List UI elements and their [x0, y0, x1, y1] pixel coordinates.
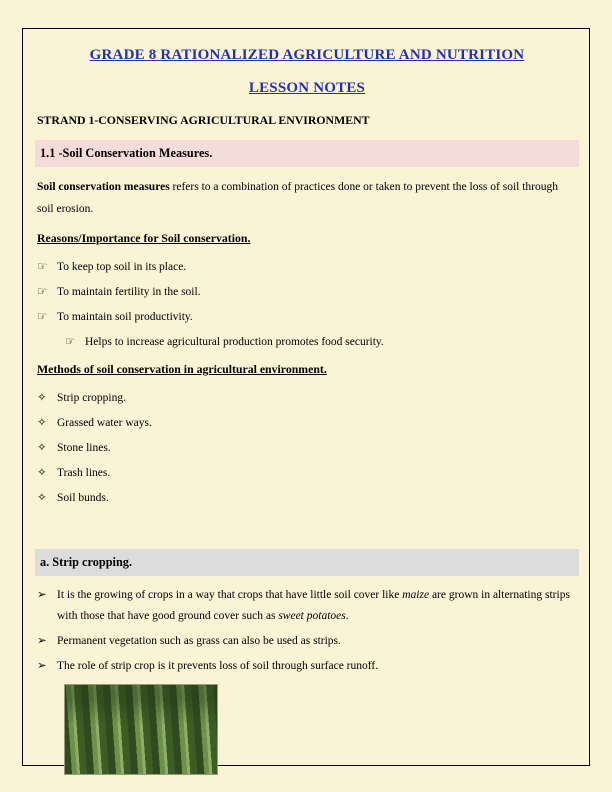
strip-point-text: The role of strip crop is it prevents loss of soil through surface runoff.	[57, 660, 379, 672]
strip-point-italic: sweet potatoes	[278, 610, 346, 622]
reason-sub-item-text: Helps to increase agricultural production promotes food security.	[85, 336, 384, 348]
diamond-bullet-icon: ✧	[37, 467, 47, 479]
diamond-bullet-icon: ✧	[37, 492, 47, 504]
pointing-hand-icon: ☞	[37, 286, 48, 298]
page-title-line1: GRADE 8 RATIONALIZED AGRICULTURE AND NUTRITION	[89, 47, 525, 63]
reason-item-text: To maintain soil productivity.	[57, 311, 193, 323]
strip-point-segment: It is the growing of crops in a way that crops that have little soil cover like	[57, 589, 403, 601]
intro-rest-text: refers to a combination of practices done or taken to prevent the loss of soil through soil erosion.	[37, 181, 559, 215]
list-item	[37, 413, 577, 434]
arrow-bullet-icon: ➢	[37, 660, 47, 672]
strip-point-segment: .	[345, 610, 349, 622]
method-item-text: Strip cropping.	[57, 392, 126, 404]
list-item	[37, 257, 577, 278]
pointing-hand-icon: ☞	[37, 311, 48, 323]
arrow-bullet-icon: ➢	[37, 589, 47, 601]
method-item-text: Soil bunds.	[57, 492, 109, 504]
list-item	[37, 307, 577, 328]
strip-cropping-photo	[65, 685, 217, 774]
strip-point-text: Permanent vegetation such as grass can also be used as strips.	[57, 635, 341, 647]
pointing-hand-icon: ☞	[37, 261, 48, 273]
list-item	[37, 282, 577, 303]
method-item-text: Grassed water ways.	[57, 417, 152, 429]
list-item	[37, 463, 577, 484]
page-title-line2: LESSON NOTES	[248, 80, 366, 96]
list-item	[37, 388, 577, 409]
list-item	[37, 585, 577, 627]
reasons-heading: Reasons/Importance for Soil conservation.	[37, 231, 251, 245]
page-content	[37, 44, 577, 774]
strip-point-text	[57, 585, 577, 627]
intro-paragraph	[37, 176, 577, 220]
list-item	[37, 488, 577, 509]
vertical-gap	[37, 513, 577, 549]
diamond-bullet-icon: ✧	[37, 392, 47, 404]
list-item	[37, 631, 577, 652]
list-item	[37, 656, 577, 677]
intro-bold-term: Soil conservation measures	[37, 181, 170, 193]
arrow-bullet-icon: ➢	[37, 635, 47, 647]
list-item-sub	[65, 332, 577, 353]
strip-point-segment: are grown in alternating strips with those that have good ground cover such as	[57, 589, 570, 622]
strip-cropping-heading: a. Strip cropping.	[35, 549, 579, 576]
reason-item-text: To maintain fertility in the soil.	[57, 286, 201, 298]
strand-heading: STRAND 1-CONSERVING AGRICULTURAL ENVIRONMENT	[37, 113, 370, 127]
list-item	[37, 438, 577, 459]
diamond-bullet-icon: ✧	[37, 442, 47, 454]
pointing-hand-icon: ☞	[65, 336, 76, 348]
methods-heading: Methods of soil conservation in agricultural environment.	[37, 362, 327, 376]
diamond-bullet-icon: ✧	[37, 417, 47, 429]
method-item-text: Stone lines.	[57, 442, 111, 454]
strip-point-italic: maize	[402, 589, 430, 601]
method-item-text: Trash lines.	[57, 467, 111, 479]
reason-item-text: To keep top soil in its place.	[57, 261, 187, 273]
section-heading-1-1: 1.1 -Soil Conservation Measures.	[35, 140, 579, 167]
